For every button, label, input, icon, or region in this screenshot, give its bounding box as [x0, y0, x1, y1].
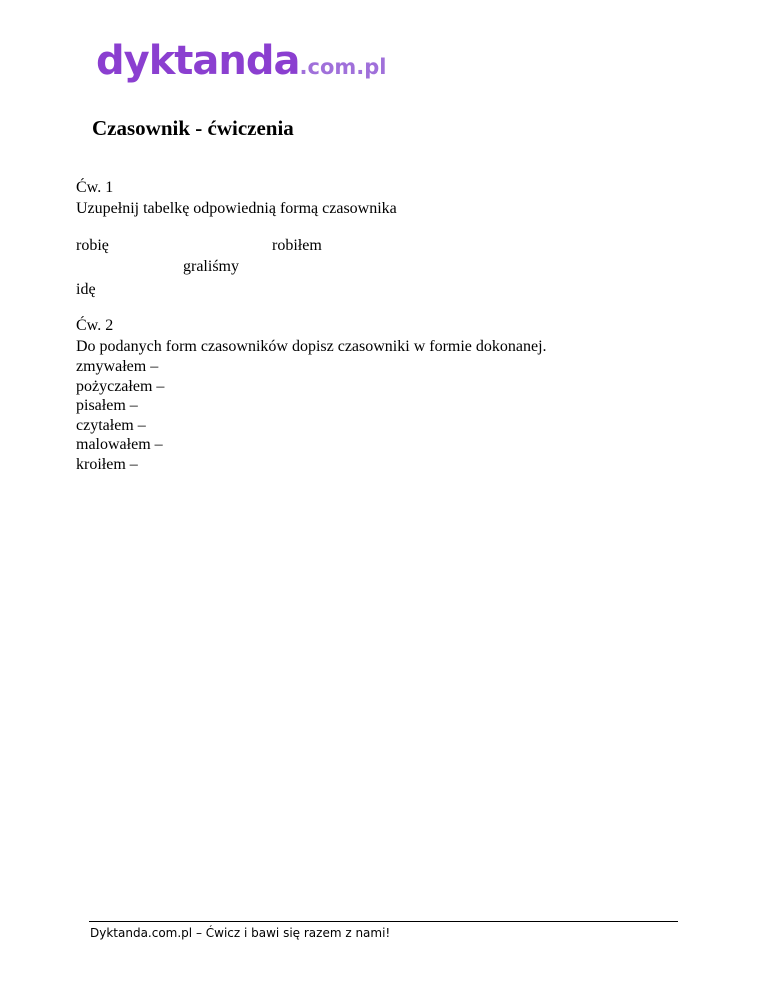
exercise-1-instruction: Uzupełnij tabelkę odpowiednią formą czasownika — [76, 200, 397, 217]
table-cell: robię — [76, 237, 109, 254]
list-item: zmywałem – — [76, 358, 159, 375]
list-item: pożyczałem – — [76, 377, 165, 395]
logo — [96, 38, 386, 88]
logo-domain-text: .com.pl — [299, 55, 387, 79]
exercise-2-instruction: Do podanych form czasowników dopisz czasowniki w formie dokonanej. — [76, 338, 547, 355]
page-title: Czasownik - ćwiczenia — [92, 116, 294, 140]
list-item: pisałem – — [76, 397, 138, 414]
list-item: malowałem – — [76, 436, 163, 453]
exercise-2-list — [76, 357, 164, 474]
list-item: kroiłem – — [76, 455, 138, 473]
exercise-2-heading: Ćw. 2 — [76, 317, 114, 334]
list-item: czytałem – — [76, 416, 146, 434]
table-cell: idę — [76, 281, 96, 298]
table-cell: graliśmy — [183, 258, 239, 275]
exercise-1-heading: Ćw. 1 — [76, 179, 114, 196]
footer-divider — [89, 921, 678, 922]
table-cell: robiłem — [272, 237, 322, 254]
logo-main-text: dyktanda — [96, 38, 300, 84]
footer-text: Dyktanda.com.pl – Ćwicz i bawi się razem z nami! — [90, 926, 391, 940]
